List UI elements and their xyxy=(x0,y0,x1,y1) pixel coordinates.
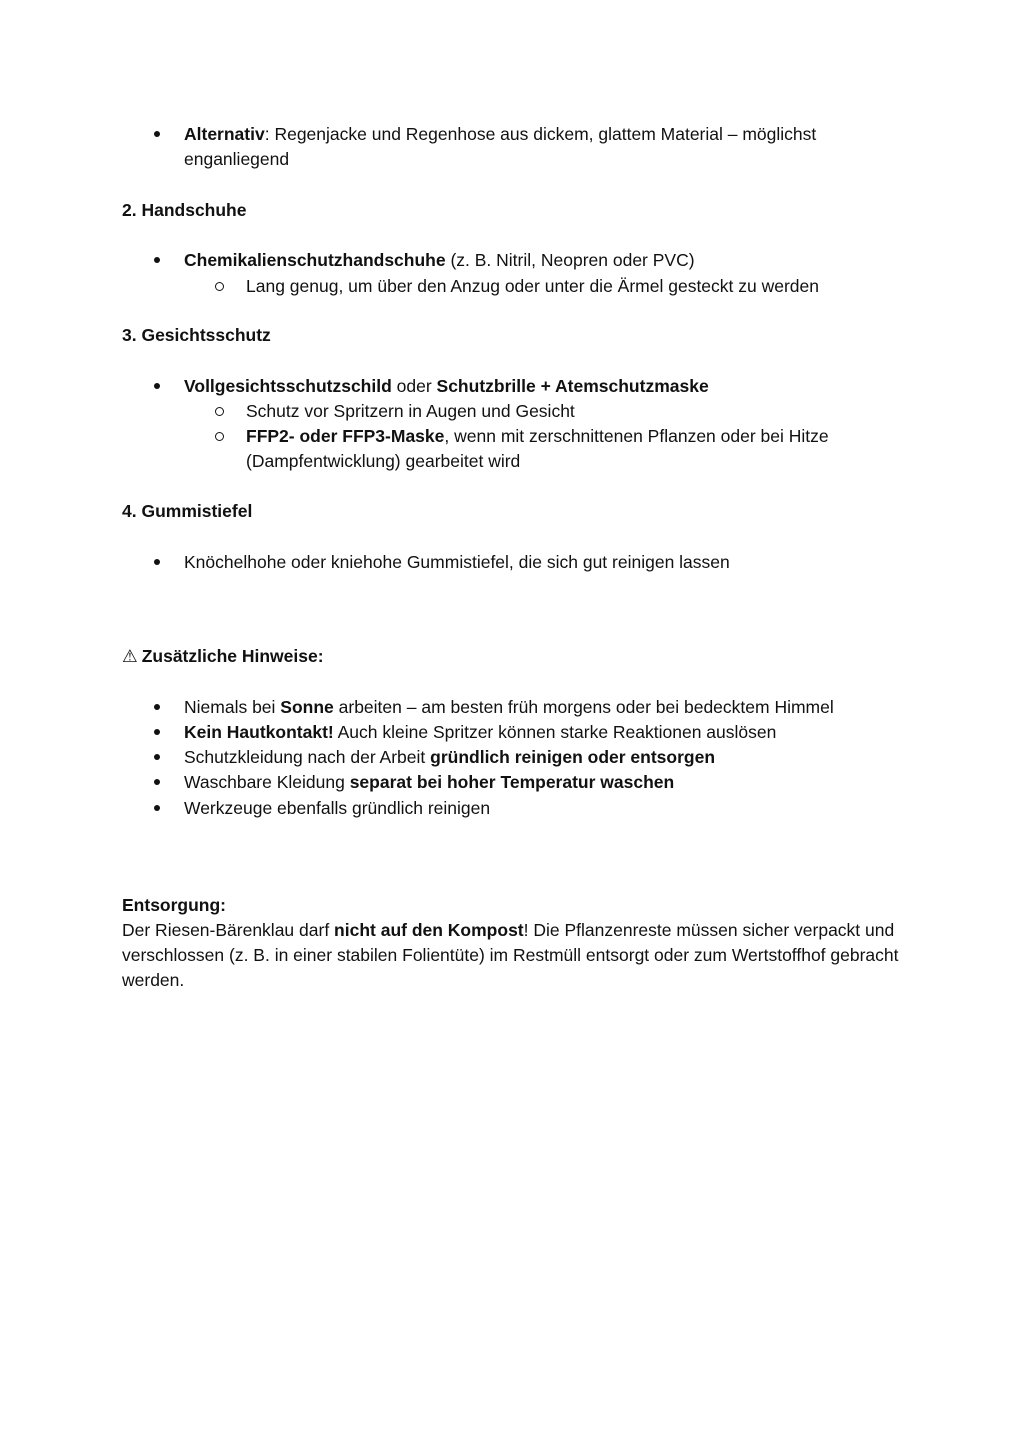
heading-entsorgung: Entsorgung: xyxy=(122,895,227,915)
circle-bullet-icon xyxy=(215,399,224,424)
item-text: Schutzkleidung nach der Arbeit xyxy=(184,747,431,767)
list-item-handschuhe xyxy=(184,248,914,273)
bullet-icon xyxy=(154,695,160,720)
list-item-alternativ xyxy=(184,122,914,172)
paragraph-text: ! Die Pflanzenreste müssen sicher verpackt und verschlossen (z. B. in einer stabilen Folientüte) im Restmüll entsorgt oder zum Wertstoffhof gebracht werden. xyxy=(122,920,899,990)
item-text: : Regenjacke und Regenhose aus dickem, glattem Material – möglichst enganliegend xyxy=(184,124,817,169)
bullet-icon xyxy=(154,720,160,745)
item-text: Schutz vor Spritzern in Augen und Gesicht xyxy=(246,401,575,421)
item-text: (z. B. Nitril, Neopren oder PVC) xyxy=(445,250,695,270)
sub-item-handschuhe xyxy=(246,274,914,299)
item-bold: Schutzbrille + Atemschutzmaske xyxy=(436,376,709,396)
circle-bullet-icon xyxy=(215,424,224,449)
item-text: , wenn mit zerschnittenen Pflanzen oder bei Hitze (Dampfentwicklung) gearbeitet wird xyxy=(246,426,829,471)
item-bold: separat bei hoher Temperatur waschen xyxy=(349,772,675,792)
item-text: Waschbare Kleidung xyxy=(184,772,350,792)
sub-item-spritzer xyxy=(246,399,914,424)
bullet-icon xyxy=(154,248,160,273)
paragraph-bold: nicht auf den Kompost xyxy=(334,920,524,940)
sub-item-maske xyxy=(246,424,914,474)
list-item-gummistiefel xyxy=(184,550,914,575)
item-text: oder xyxy=(391,376,437,396)
bullet-icon xyxy=(154,745,160,770)
list-item-werkzeuge xyxy=(184,796,914,821)
item-bold: Kein Hautkontakt! xyxy=(184,722,334,742)
circle-bullet-icon xyxy=(215,274,224,299)
item-bold: Sonne xyxy=(280,697,334,717)
bullet-icon xyxy=(154,122,160,147)
heading-text: Zusätzliche Hinweise: xyxy=(141,646,324,666)
list-item-hautkontakt xyxy=(184,720,914,745)
list-item-schutzkleidung xyxy=(184,745,914,770)
list-item-gesichtsschutz xyxy=(184,374,914,399)
bullet-icon xyxy=(154,796,160,821)
item-bold: Vollgesichtsschutzschild xyxy=(184,376,392,396)
list-item-sonne xyxy=(184,695,914,720)
paragraph-entsorgung xyxy=(122,918,912,993)
warning-icon: ⚠ xyxy=(122,646,138,666)
item-bold: Alternativ xyxy=(184,124,265,144)
item-text: Niemals bei xyxy=(184,697,281,717)
item-bold: FFP2- oder FFP3-Maske xyxy=(246,426,445,446)
bullet-icon xyxy=(154,770,160,795)
paragraph-text: Der Riesen-Bärenklau darf xyxy=(122,920,335,940)
item-bold: gründlich reinigen oder entsorgen xyxy=(430,747,716,767)
item-text: Werkzeuge ebenfalls gründlich reinigen xyxy=(184,798,491,818)
heading-handschuhe: 2. Handschuhe xyxy=(122,200,247,220)
item-text: Lang genug, um über den Anzug oder unter die Ärmel gesteckt zu werden xyxy=(246,276,820,296)
bullet-icon xyxy=(154,374,160,399)
heading-gummistiefel: 4. Gummistiefel xyxy=(122,501,253,521)
item-text: Auch kleine Spritzer können starke Reaktionen auslösen xyxy=(333,722,777,742)
list-item-waschen xyxy=(184,770,914,795)
heading-hinweise xyxy=(122,644,324,669)
item-text: arbeiten – am besten früh morgens oder bei bedecktem Himmel xyxy=(333,697,834,717)
bullet-icon xyxy=(154,550,160,575)
item-text: Knöchelhohe oder kniehohe Gummistiefel, die sich gut reinigen lassen xyxy=(184,552,730,572)
heading-gesichtsschutz: 3. Gesichtsschutz xyxy=(122,325,271,345)
item-bold: Chemikalienschutzhandschuhe xyxy=(184,250,446,270)
